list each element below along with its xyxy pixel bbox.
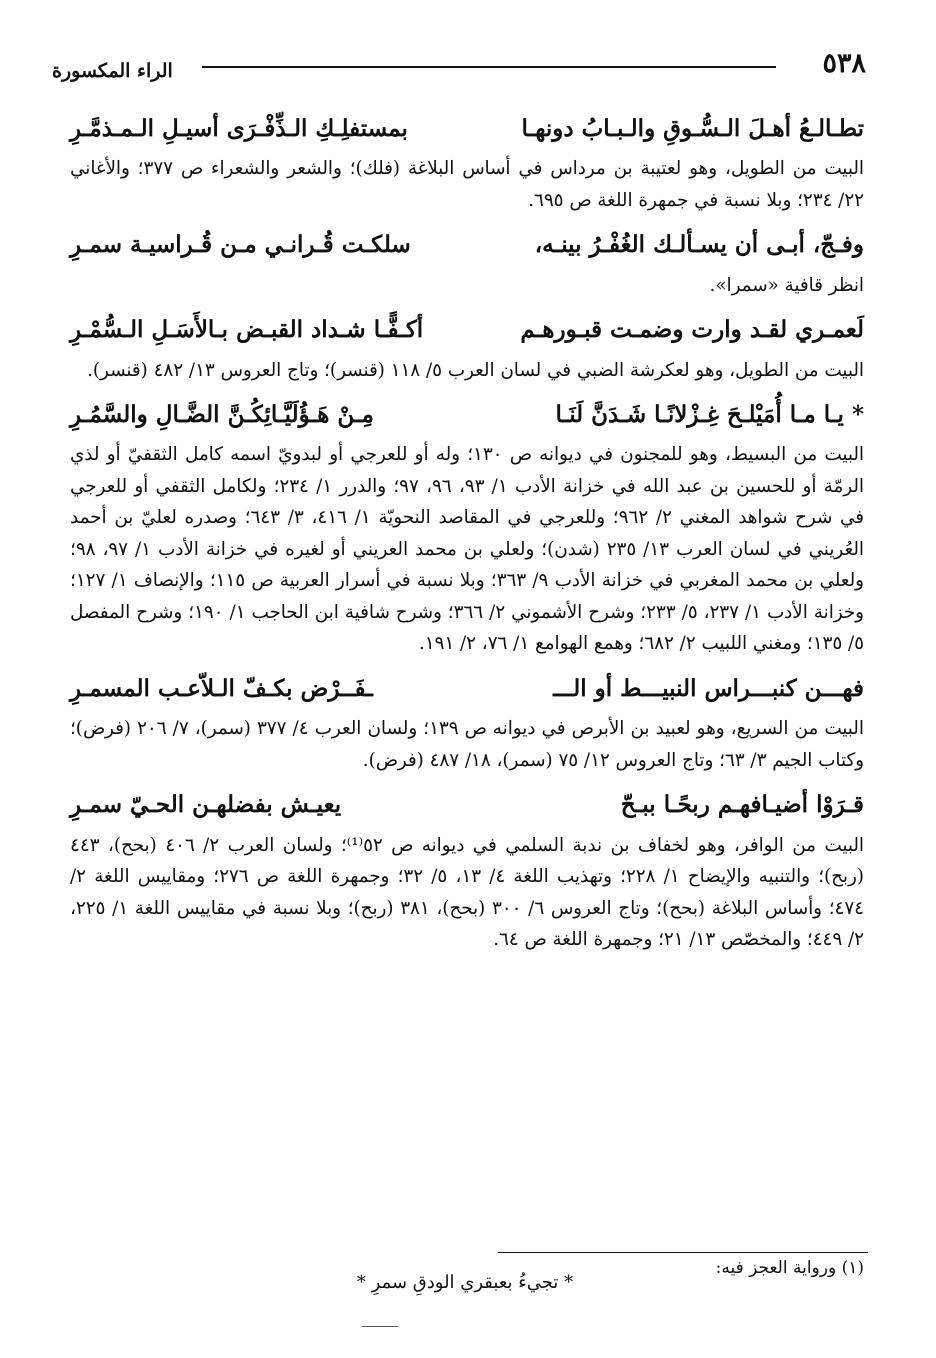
- verse-commentary: البيت من الوافر، وهو لخفاف بن ندبة السلمي في ديوانه ص ٥٢⁽¹⁾؛ ولسان العرب ٢/ ٤٠٦ (بحح)، ٤٤٣ (ربح)؛ والتنبيه والإيضاح ١/ ٢٢٨؛ وتهذيب اللغة ٤/ ١٣، ٥/ ٣٢؛ وجمهرة اللغة ص ٢٧٦؛ ومقاييس اللغة ٢/ ٤٧٤؛ وأساس البلاغة (بحح)؛ وتاج العروس ٦/ ٣٠٠ (بحح)، ٣٨١ (ربح)؛ وبلا نسبة في مقاييس اللغة ١/ ٢٢٥، ٢/ ٤٤٩؛ والمخصّص ١٣/ ٢١؛ وجمهرة اللغة ص ٦٤.: [70, 834, 865, 951]
- verse-first-hemistich: قـرَوْا أضيـافهـم ربحًـا ببـحّ: [620, 791, 864, 819]
- footnote-verse: * تجيءُ بعبقري الودقِ سمرِ *: [356, 1272, 574, 1293]
- page-number: ٥٣٨: [822, 48, 866, 79]
- verse-commentary: البيت من السريع، وهو لعبيد بن الأبرص في ديوانه ص ١٣٩؛ ولسان العرب ٤/ ٣٧٧ (سمر)، ٧/ ٢٠٦ (فرض)؛ وكتاب الجيم ٣/ ٦٣؛ وتاج العروس ١٢/ ٧٥ (سمر)، ١٨/ ٤٨٧ (فرض).: [70, 718, 864, 771]
- verse-second-hemistich: سلكـت قُـرانـي مـن قُـراسيـة سمـرِ: [70, 231, 411, 259]
- footnote-text: (١) ورواية العجز فيه:: [715, 1258, 864, 1278]
- verse-commentary: البيت من الطويل، وهو لعكرشة الضبي في لسان العرب ٥/ ١١٨ (قنسر)؛ وتاج العروس ١٣/ ٤٨٢ (قنسر).: [87, 359, 864, 381]
- verse-line: [70, 112, 864, 145]
- verse-line: [70, 313, 864, 346]
- poem-entry: [70, 672, 864, 776]
- verse-line: [70, 672, 864, 705]
- verse-first-hemistich: وفـجّ، أبـى أن يسـألـك الغُفْـرُ بينـه،: [534, 231, 864, 259]
- verse-first-hemistich: فهـــن كنبـــراس النبيـــط أو الـــ: [553, 674, 864, 702]
- poem-entry: [70, 112, 864, 216]
- verse-commentary: البيت من البسيط، وهو للمجنون في ديوانه ص ١٣٠؛ وله أو للعرجي أو لبدويّ اسمه كامل الثقفيّ أو لذي الرمّة أو للحسين بن عبد الله في خزانة الأدب ١/ ٩٣، ٩٦، ٩٧؛ والدرر ١/ ٢٣٤؛ ولكامل الثقفي أو للعرجي في شرح شواهد المغني ٢/ ٩٦٢؛ وللعرجي في المقاصد النحويّة ١/ ٤١٦، ٣/ ٦٤٣؛ وصدره لعليّ بن أحمد العُريني في لسان العرب ١٣/ ٢٣٥ (شدن)؛ ولعلي بن محمد العريني أو لغيره في خزانة الأدب ١/ ٩٧، ٩٨؛ ولعلي بن محمد المغربي في خزانة الأدب ٩/ ٣٦٣؛ وبلا نسبة في أسرار العربية ص ١١٥؛ والإنصاف ١/ ١٢٧؛ وخزانة الأدب ١/ ٢٣٧، ٥/ ٢٣٣؛ وشرح الأشموني ٢/ ٣٦٦؛ وشرح شافية ابن الحاجب ١/ ١٩٠؛ وشرح المفصل ٥/ ١٣٥؛ ومغني اللبيب ٢/ ٦٨٢؛ وهمع الهوامع ١/ ٧٦، ٢/ ١٩١.: [70, 444, 865, 655]
- footnote-rule: [498, 1252, 868, 1253]
- verse-first-hemistich: تطـالـعُ أهـلَ الـسُّـوقِ والـبـابُ دونهـا: [521, 115, 864, 142]
- verse-commentary: انظر قافية «سمرا».: [709, 274, 864, 296]
- verse-second-hemistich: مِـنْ هَـؤُلَيَّـائِكُـنَّ الضَّـالِ والسَّمُـرِ: [70, 401, 374, 429]
- verse-second-hemistich: بمستفلِـكِ الـذِّفْـرَى أسيـلِ الـمـذمَّـرِ: [70, 115, 408, 142]
- page-header: [52, 44, 866, 84]
- poem-entry: [70, 313, 864, 386]
- verse-line: [70, 398, 864, 431]
- poem-entry: [70, 228, 864, 301]
- verse-line: [70, 228, 864, 261]
- poem-entry: [70, 788, 864, 955]
- verse-first-hemistich: * يـا مـا أُمَيْلـحَ غِـزْلانًـا شَـدَنَّ لَنَـا: [555, 401, 864, 429]
- header-rule: [202, 66, 776, 68]
- poem-entry: [70, 398, 864, 660]
- verse-commentary: البيت من الطويل، وهو لعتيبة بن مرداس في أساس البلاغة (فلك)؛ والشعر والشعراء ص ٣٧٧؛ والأغاني ٢٢/ ٢٣٤؛ وبلا نسبة في جمهرة اللغة ص ٦٩٥.: [70, 158, 864, 211]
- verse-second-hemistich: أكـفًّـا شـداد القبـض بـالأَسَـلِ الـسُّمْـرِ: [70, 316, 424, 344]
- bottom-ornament: [362, 1326, 398, 1327]
- page-body: [70, 100, 864, 956]
- verse-first-hemistich: لَعمـري لقـد وارت وضمـت قبـورهـم: [520, 316, 864, 344]
- running-title: الراء المكسورة: [52, 60, 173, 82]
- verse-line: [70, 788, 864, 821]
- verse-second-hemistich: ـفَــرْض بكـفّ الـلاّعـب المسمـرِ: [70, 674, 373, 702]
- verse-second-hemistich: يعيـش بفضلهـن الحـيّ سمـرِ: [70, 791, 342, 819]
